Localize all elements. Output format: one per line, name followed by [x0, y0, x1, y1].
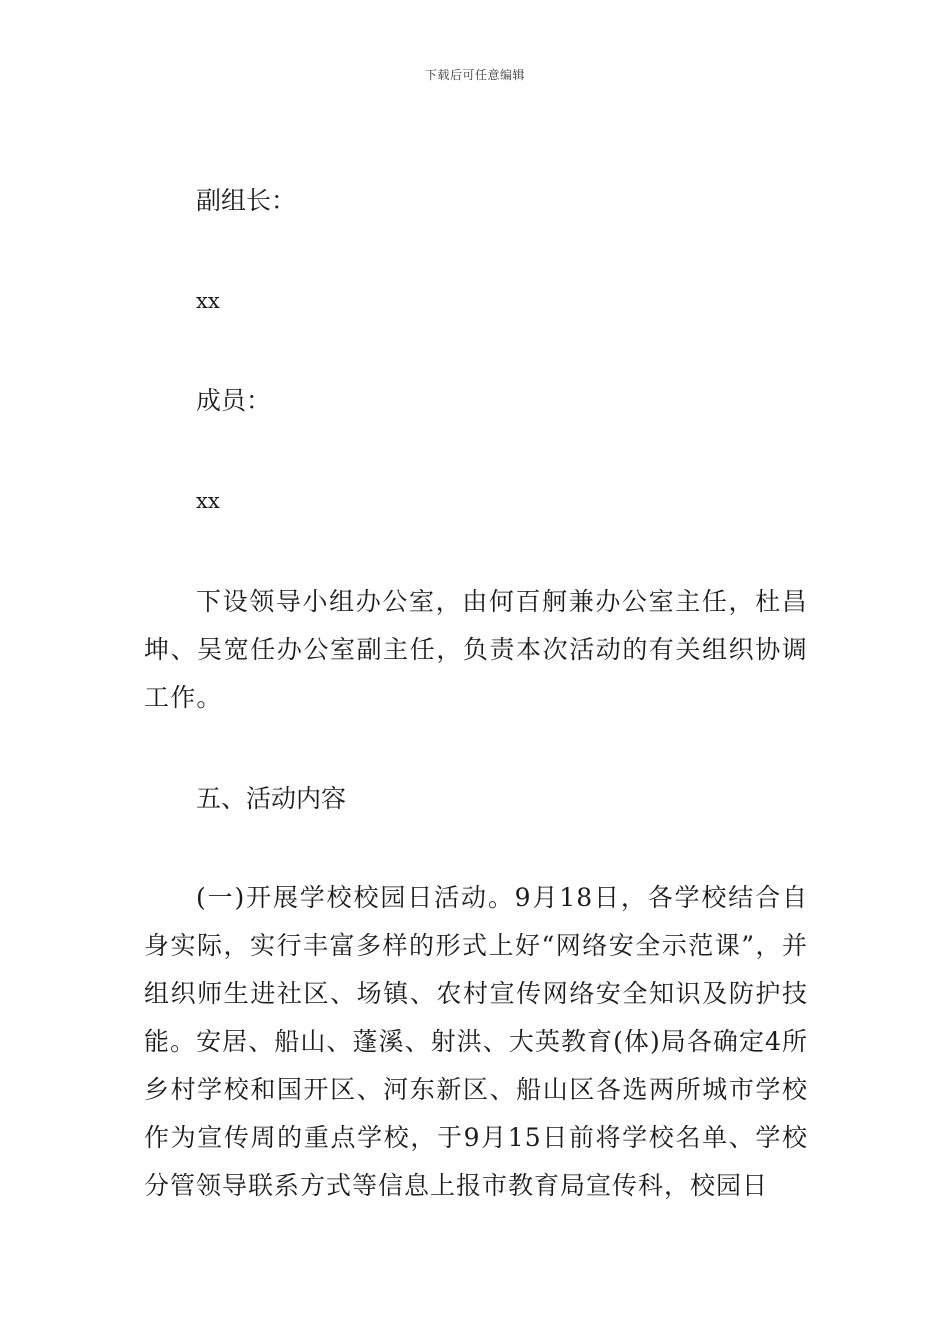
- header-note: 下载后可任意编辑: [424, 68, 525, 82]
- members-label: 成员：: [196, 386, 272, 415]
- office-paragraph: 下设领导小组办公室，由何百舸兼办公室主任，杜昌坤、吴宽任办公室副主任，负责本次活动的有关组织协调工作。: [144, 587, 808, 712]
- members-value: xx: [196, 489, 220, 513]
- deputy-leader-value: xx: [196, 289, 220, 313]
- activity-paragraph: (一)开展学校校园日活动。9月18日，各学校结合自身实际，实行丰富多样的形式上好“网络安全示范课”，并组织师生进社区、场镇、农村宣传网络安全知识及防护技能。安居、船山、蓬溪、射洪、大英教育(体)局各确定4所乡村学校和国开区、河东新区、船山区各选两所城市学校作为宣传周的重点学校，于9月15日前将学校名单、学校分管领导联系方式等信息上报市教育局宣传科，校园日: [144, 883, 808, 1200]
- deputy-leader-label: 副组长：: [196, 186, 297, 215]
- section-heading: 五、活动内容: [196, 784, 347, 813]
